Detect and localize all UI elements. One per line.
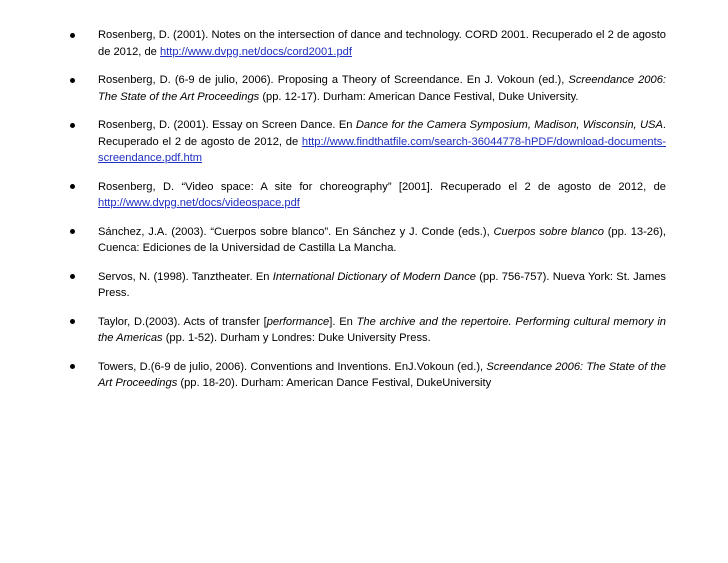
reference-item <box>70 359 666 392</box>
reference-item <box>70 117 666 167</box>
reference-text: . Recuperado el 2 de agosto de 2012, de <box>98 119 666 148</box>
reference-text: (pp. 13-26), Cuenca: Ediciones de la Universidad de Castilla La Mancha. <box>98 225 667 254</box>
reference-text: (pp. 756-757). Nueva York: St. James Press. <box>98 270 666 299</box>
reference-link[interactable]: http://www.dvpg.net/docs/cord2001.pdf <box>159 45 352 58</box>
reference-text: Rosenberg, D. (6-9 de julio, 2006). Proposing a Theory of Screendance. En J. Vokoun (ed.), <box>98 74 569 86</box>
reference-text: (pp. 12-17). Durham: American Dance Festival, Duke University. <box>259 90 579 103</box>
reference-title-italic: Screendance 2006: The State of the Art Proceedings <box>98 360 667 389</box>
bullet-icon <box>70 364 75 369</box>
reference-title-italic: The archive and the repertoire. Performing cultural memory in the Americas <box>98 315 666 344</box>
reference-item <box>70 269 666 302</box>
reference-text: Rosenberg, D. (2001). Notes on the intersection of dance and technology. CORD 2001. Recuperado el 2 de agosto de 2012, de <box>98 29 666 58</box>
reference-title-italic: Cuerpos sobre blanco <box>493 225 604 238</box>
reference-item <box>70 72 666 105</box>
bullet-icon <box>70 33 75 38</box>
reference-title-italic: Screendance 2006: The State of the Art Proceedings <box>98 74 666 103</box>
bullet-icon <box>70 123 75 128</box>
reference-title-italic: International Dictionary of Modern Dance <box>272 270 476 283</box>
reference-text: Sánchez, J.A. (2003). “Cuerpos sobre blanco”. En Sánchez y J. Conde (eds.), <box>98 225 494 238</box>
reference-text: Towers, D.(6-9 de julio, 2006). Conventions and Inventions. EnJ.Vokoun (ed.), <box>98 360 487 373</box>
bullet-icon <box>70 229 75 234</box>
reference-item <box>70 27 666 60</box>
reference-text: Taylor, D.(2003). Acts of transfer [ <box>98 315 267 328</box>
bullet-icon <box>70 319 75 324</box>
bullet-icon <box>70 274 75 279</box>
reference-link[interactable]: http://www.findthatfile.com/search-36044778-hPDF/download-documents-screendance.pdf.htm <box>98 135 666 164</box>
reference-text: (pp. 1-52). Durham y Londres: Duke University Press. <box>162 332 431 344</box>
reference-text: Servos, N. (1998). Tanztheater. En <box>98 270 273 283</box>
reference-item <box>70 314 666 347</box>
reference-item <box>70 224 666 257</box>
reference-text: (pp. 18-20). Durham: American Dance Festival, DukeUniversity <box>177 377 492 389</box>
reference-title-italic: performance <box>266 315 330 328</box>
reference-text: ]. En <box>329 315 357 328</box>
reference-list <box>70 27 666 404</box>
bullet-icon <box>70 184 75 189</box>
reference-text: Rosenberg, D. (2001). Essay on Screen Dance. En <box>98 119 356 131</box>
bullet-icon <box>70 78 75 83</box>
reference-title-italic: Dance for the Camera Symposium, Madison, Wisconsin, USA <box>355 119 663 131</box>
reference-link[interactable]: http://www.dvpg.net/docs/videospace.pdf <box>98 197 300 209</box>
reference-text: Rosenberg, D. “Video space: A site for choreography” [2001]. Recuperado el 2 de agosto de 2012, de <box>98 180 666 193</box>
reference-item <box>70 179 666 212</box>
